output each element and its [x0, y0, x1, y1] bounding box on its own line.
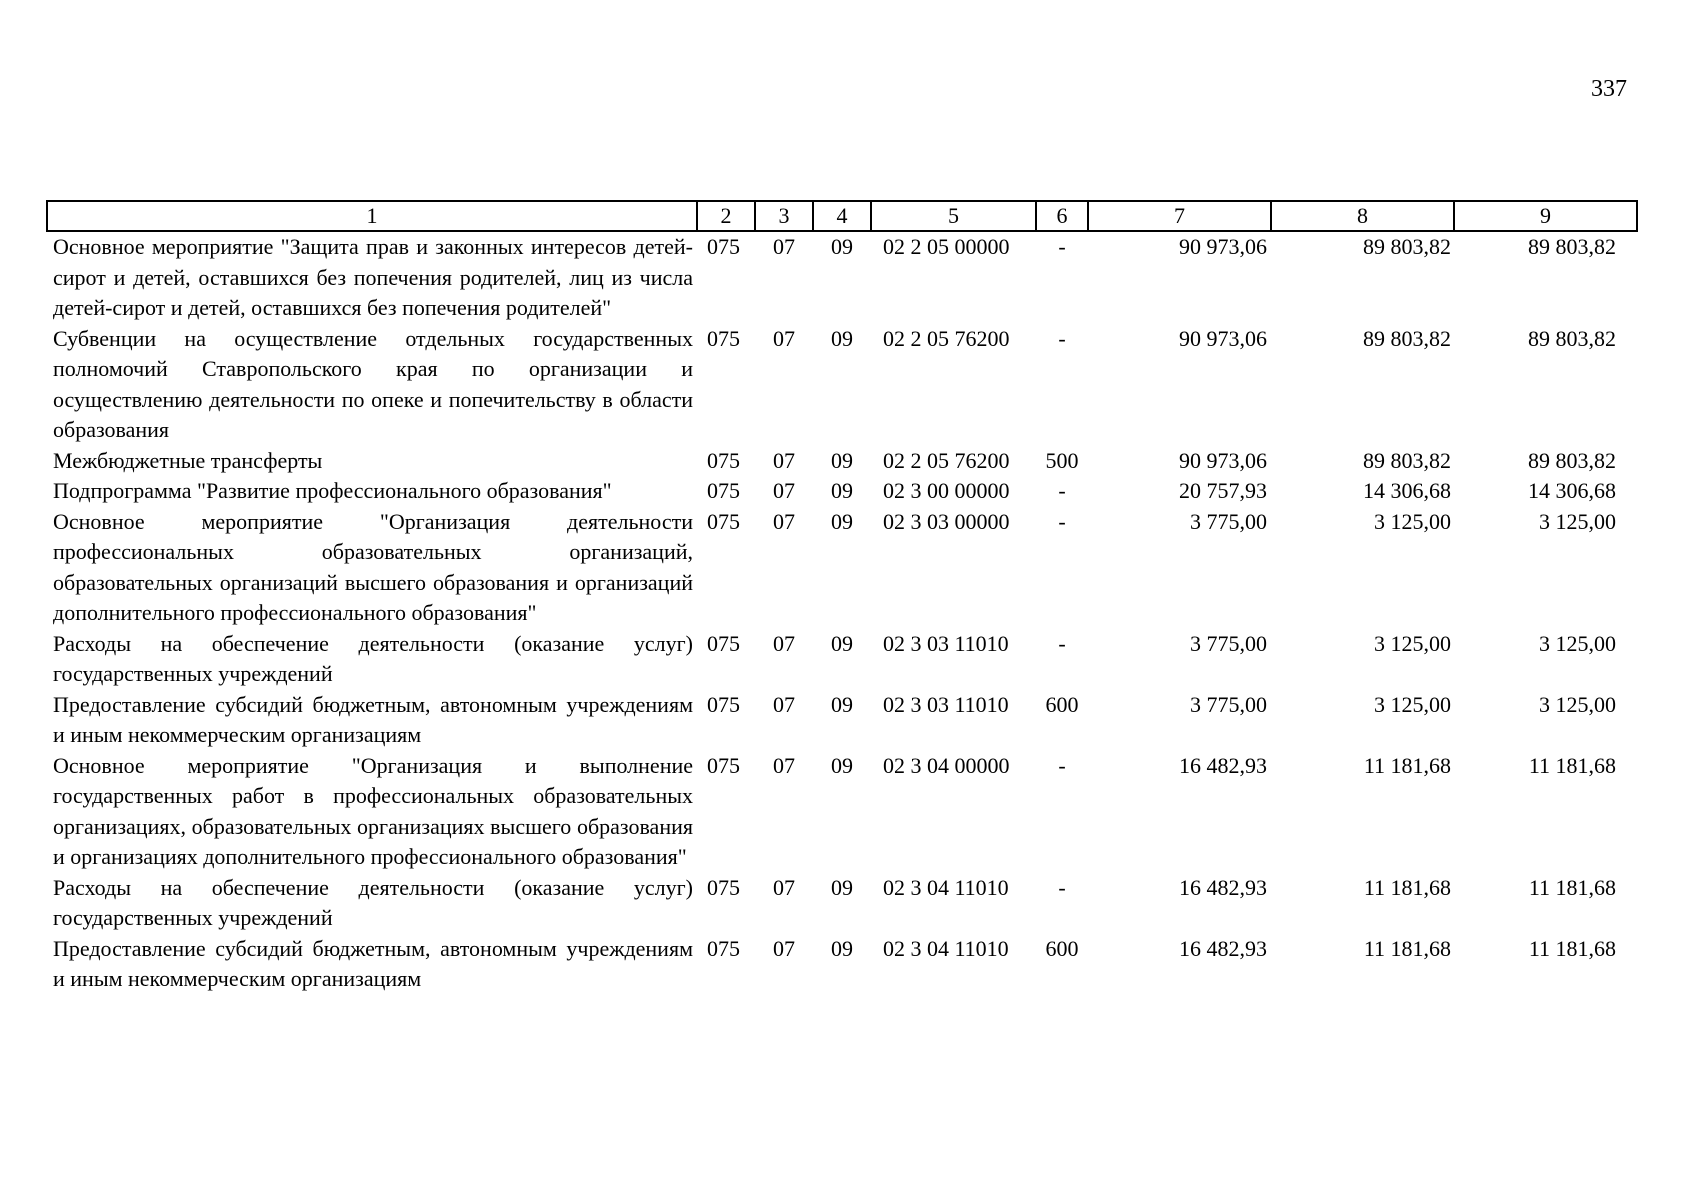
cell-amount-col7: 20 757,93 — [1179, 478, 1267, 503]
budget-table — [46, 200, 1638, 995]
column-header: 2 — [697, 201, 755, 231]
column-header: 3 — [755, 201, 813, 231]
cell-amount-col8: 3 125,00 — [1374, 630, 1451, 656]
row-name: Предоставление субсидий бюджетным, автономным учреждениям и иным некоммерческим организациям — [53, 935, 693, 991]
cell-amount-col8: 11 181,68 — [1363, 935, 1451, 961]
cell-amount-col9: 11 181,68 — [1528, 874, 1616, 900]
cell-subsection-code: 09 — [831, 234, 853, 259]
cell-expense-type: - — [1058, 234, 1066, 259]
table-row — [47, 629, 1637, 690]
table-row — [47, 476, 1637, 507]
cell-ministry-code: 075 — [707, 691, 740, 717]
cell-amount-col8: 3 125,00 — [1374, 508, 1451, 534]
cell-subsection-code: 09 — [831, 325, 853, 351]
cell-expense-type: - — [1058, 478, 1066, 503]
cell-amount-col7: 90 973,06 — [1179, 325, 1267, 351]
cell-amount-col8: 11 181,68 — [1363, 874, 1451, 900]
cell-expense-type: 600 — [1045, 935, 1079, 961]
row-name: Межбюджетные трансферты — [53, 447, 323, 473]
cell-target-article: 02 2 05 76200 — [883, 325, 1010, 351]
cell-amount-col7: 3 775,00 — [1190, 630, 1267, 656]
row-name: Основное мероприятие "Организация деятельности профессиональных образовательных организаций, образовательных организаций высшего образования и организаций дополнительного профессионального образования" — [53, 508, 693, 625]
cell-subsection-code: 09 — [831, 691, 853, 717]
table-row — [47, 507, 1637, 629]
cell-section-code: 07 — [773, 691, 795, 717]
cell-amount-col9: 89 803,82 — [1528, 325, 1616, 351]
row-name: Расходы на обеспечение деятельности (оказание услуг) государственных учреждений — [53, 874, 693, 930]
table-row — [47, 751, 1637, 873]
cell-ministry-code: 075 — [707, 630, 740, 656]
cell-target-article: 02 3 03 11010 — [883, 691, 1009, 717]
column-header: 8 — [1271, 201, 1454, 231]
cell-ministry-code: 075 — [707, 935, 740, 961]
cell-target-article: 02 3 00 00000 — [883, 478, 1010, 503]
cell-amount-col7: 16 482,93 — [1179, 935, 1267, 961]
cell-ministry-code: 075 — [707, 508, 740, 534]
cell-amount-col9: 11 181,68 — [1528, 752, 1616, 778]
cell-section-code: 07 — [773, 508, 795, 534]
column-header: 4 — [813, 201, 871, 231]
cell-subsection-code: 09 — [831, 752, 853, 778]
cell-target-article: 02 3 04 00000 — [883, 752, 1010, 778]
table-row — [47, 231, 1637, 324]
cell-amount-col9: 89 803,82 — [1528, 447, 1616, 473]
cell-amount-col7: 16 482,93 — [1179, 752, 1267, 778]
cell-ministry-code: 075 — [707, 752, 740, 778]
row-name: Расходы на обеспечение деятельности (оказание услуг) государственных учреждений — [53, 630, 693, 686]
cell-ministry-code: 075 — [707, 447, 740, 473]
cell-target-article: 02 3 03 00000 — [883, 508, 1010, 534]
cell-section-code: 07 — [773, 234, 795, 259]
cell-subsection-code: 09 — [831, 508, 853, 534]
cell-amount-col7: 90 973,06 — [1179, 447, 1267, 473]
cell-section-code: 07 — [773, 325, 795, 351]
cell-expense-type: - — [1058, 508, 1066, 534]
cell-amount-col9: 3 125,00 — [1539, 630, 1616, 656]
cell-amount-col8: 14 306,68 — [1363, 478, 1451, 503]
cell-amount-col9: 11 181,68 — [1528, 935, 1616, 961]
column-header: 5 — [871, 201, 1036, 231]
cell-section-code: 07 — [773, 752, 795, 778]
cell-amount-col8: 3 125,00 — [1374, 691, 1451, 717]
cell-subsection-code: 09 — [831, 935, 853, 961]
row-name: Подпрограмма "Развитие профессионального образования" — [53, 478, 612, 503]
cell-amount-col7: 3 775,00 — [1190, 508, 1267, 534]
cell-target-article: 02 3 04 11010 — [883, 935, 1009, 961]
cell-amount-col9: 14 306,68 — [1528, 478, 1616, 503]
cell-amount-col9: 3 125,00 — [1539, 691, 1616, 717]
page-number: 337 — [1591, 76, 1627, 102]
row-name: Предоставление субсидий бюджетным, автономным учреждениям и иным некоммерческим организациям — [53, 691, 693, 747]
cell-target-article: 02 3 03 11010 — [883, 630, 1009, 656]
cell-target-article: 02 2 05 76200 — [883, 447, 1010, 473]
table-header-row — [47, 201, 1637, 231]
cell-amount-col7: 16 482,93 — [1179, 874, 1267, 900]
cell-expense-type: - — [1058, 325, 1066, 351]
table-row — [47, 934, 1637, 995]
cell-amount-col8: 11 181,68 — [1363, 752, 1451, 778]
cell-expense-type: 500 — [1045, 447, 1079, 473]
cell-section-code: 07 — [773, 447, 795, 473]
column-header: 6 — [1036, 201, 1088, 231]
table-row — [47, 324, 1637, 446]
cell-expense-type: - — [1058, 630, 1066, 656]
cell-amount-col8: 89 803,82 — [1363, 447, 1451, 473]
cell-section-code: 07 — [773, 630, 795, 656]
row-name: Основное мероприятие "Защита прав и законных интересов детей-сирот и детей, оставшихся без попечения родителей, лиц из числа детей-сирот и детей, оставшихся без попечения родителей" — [53, 234, 693, 320]
table-row — [47, 873, 1637, 934]
cell-ministry-code: 075 — [707, 234, 740, 259]
column-header: 9 — [1454, 201, 1637, 231]
cell-subsection-code: 09 — [831, 478, 853, 503]
table-row — [47, 690, 1637, 751]
cell-section-code: 07 — [773, 935, 795, 961]
cell-expense-type: - — [1058, 752, 1066, 778]
table-body — [47, 231, 1637, 995]
cell-section-code: 07 — [773, 478, 795, 503]
cell-subsection-code: 09 — [831, 874, 853, 900]
cell-amount-col8: 89 803,82 — [1363, 325, 1451, 351]
cell-amount-col7: 3 775,00 — [1190, 691, 1267, 717]
cell-ministry-code: 075 — [707, 478, 740, 503]
cell-ministry-code: 075 — [707, 325, 740, 351]
cell-amount-col8: 89 803,82 — [1363, 234, 1451, 259]
row-name: Основное мероприятие "Организация и выполнение государственных работ в профессиональных образовательных организациях, образовательных организациях высшего образования и организациях дополнительного профессионального образования" — [53, 752, 693, 869]
row-name: Субвенции на осуществление отдельных государственных полномочий Ставропольского края по организации и осуществлению деятельности по опеке и попечительству в области образования — [53, 325, 693, 442]
cell-section-code: 07 — [773, 874, 795, 900]
column-header: 7 — [1088, 201, 1271, 231]
cell-subsection-code: 09 — [831, 447, 853, 473]
cell-ministry-code: 075 — [707, 874, 740, 900]
cell-amount-col9: 3 125,00 — [1539, 508, 1616, 534]
cell-expense-type: 600 — [1045, 691, 1079, 717]
cell-amount-col7: 90 973,06 — [1179, 234, 1267, 259]
cell-amount-col9: 89 803,82 — [1528, 234, 1616, 259]
cell-subsection-code: 09 — [831, 630, 853, 656]
table-row — [47, 446, 1637, 477]
cell-target-article: 02 2 05 00000 — [883, 234, 1010, 259]
cell-target-article: 02 3 04 11010 — [883, 874, 1009, 900]
column-header: 1 — [47, 201, 697, 231]
cell-expense-type: - — [1058, 874, 1066, 900]
